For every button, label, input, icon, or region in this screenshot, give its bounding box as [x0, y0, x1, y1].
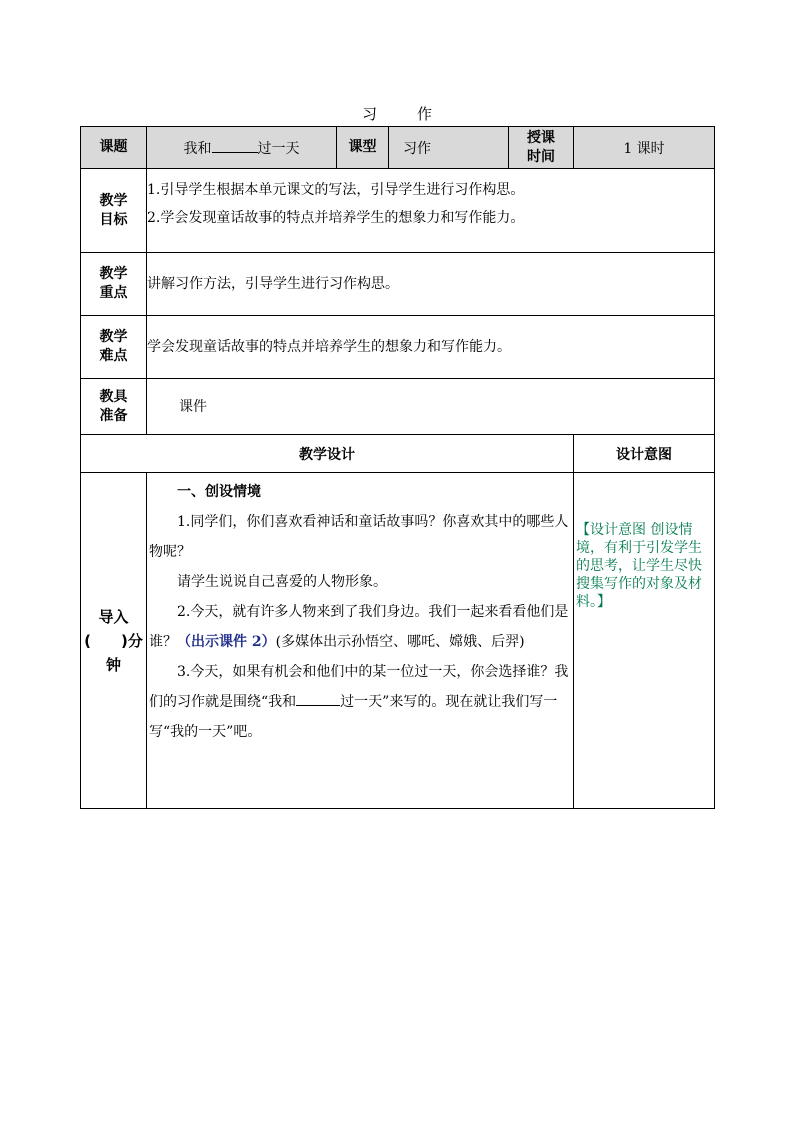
key-label-line-2: 重点	[99, 285, 128, 301]
goals-text	[147, 169, 715, 253]
intro-paragraph-4	[149, 657, 569, 747]
tools-row	[81, 379, 715, 435]
goals-label-line-2: 目标	[99, 211, 128, 228]
goals-label-line-1: 教学	[99, 192, 128, 209]
topic-label: 课题	[81, 127, 147, 169]
type-value: 习作	[389, 127, 509, 169]
intro-label-line-3: 钟	[105, 655, 121, 674]
title-char-2: 作	[417, 105, 433, 123]
key-text: 讲解习作方法，引导学生进行习作构思。	[147, 253, 715, 316]
difficulty-text: 学会发现童话故事的特点并培养学生的想象力和写作能力。	[147, 316, 715, 379]
lesson-plan-table	[80, 126, 715, 809]
tools-label-line-1: 教具	[99, 388, 128, 405]
intro-paragraph-1: 1.同学们，你们喜欢看神话和童话故事吗？你喜欢其中的哪些人物呢？	[149, 514, 569, 560]
topic-suffix: 过一天	[257, 140, 300, 157]
time-value: 1 课时	[574, 127, 715, 169]
design-header-row	[81, 435, 715, 473]
intro-row	[81, 473, 715, 809]
topic-value	[147, 127, 337, 169]
header-row	[81, 127, 715, 169]
tools-text: 课件	[147, 379, 715, 435]
title-char-1: 习	[361, 105, 377, 123]
intro-paragraph-3	[149, 597, 569, 657]
intro-paragraph-3-media: (多媒体出示孙悟空、哪吒、嫦娥、后羿)	[275, 634, 525, 650]
intro-label-line-1: 导入	[98, 607, 129, 626]
intro-paragraph-4-text-b: 过一天”来写的。现在就让我们写一写“我的一天”吧。	[149, 694, 558, 740]
intent-header: 设计意图	[574, 435, 715, 473]
goals-row	[81, 169, 715, 253]
courseware-highlight: （出示课件 2）	[177, 634, 276, 650]
section-title: 一、创设情境	[177, 484, 261, 500]
time-label-line-2: 时间	[527, 148, 555, 165]
time-label	[509, 127, 574, 169]
intro-paragraph-2: 请学生说说自己喜爱的人物形象。	[177, 574, 387, 590]
key-row	[81, 253, 715, 316]
intro-paragraph-3-text: 2.今天，就有许多人物来到了我们身边。我们一起来看看他们是谁？	[149, 604, 569, 650]
tools-label	[81, 379, 147, 435]
goal-2: 2.学会发现童话故事的特点并培养学生的想象力和写作能力。	[147, 210, 525, 226]
intro-label-line-2: ( )分	[84, 631, 143, 650]
topic-prefix: 我和	[183, 140, 212, 157]
intro-design	[147, 473, 574, 809]
difficulty-row	[81, 316, 715, 379]
key-label-line-1: 教学	[99, 266, 128, 282]
type-label: 课型	[337, 127, 389, 169]
tools-label-line-2: 准备	[99, 407, 128, 424]
key-label	[81, 253, 147, 316]
intro-label	[81, 473, 147, 809]
intro-paragraph-4-text-a: 3.今天，如果有机会和他们中的某一位过一天，你会选择谁？我们的习作就是围绕“我和	[149, 664, 569, 710]
design-header: 教学设计	[81, 435, 574, 473]
design-intent-text: 【设计意图 创设情境，有利于引发学生的思考，让学生尽快搜集写作的对象及材料。】	[574, 473, 715, 809]
page-title	[0, 103, 794, 124]
goals-label	[81, 169, 147, 253]
topic-blank	[212, 138, 258, 153]
time-label-line-1: 授课	[527, 129, 555, 146]
goal-1: 1.引导学生根据本单元课文的写法，引导学生进行习作构思。	[147, 182, 525, 198]
intro-blank	[296, 691, 340, 706]
difficulty-label-line-2: 难点	[99, 348, 128, 364]
difficulty-label-line-1: 教学	[99, 329, 128, 345]
difficulty-label	[81, 316, 147, 379]
